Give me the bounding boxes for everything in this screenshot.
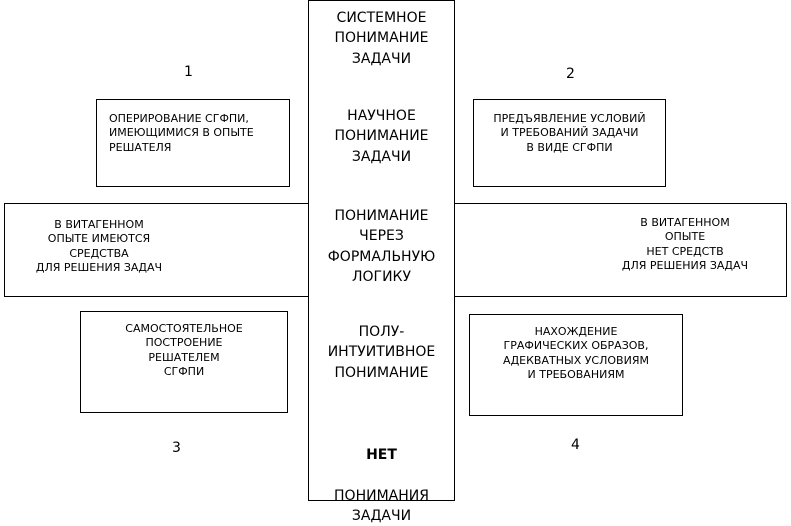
vitagenic-no-means-label: В ВИТАГЕННОМ ОПЫТЕ НЕТ СРЕДСТВ ДЛЯ РЕШЕНИЯ ЗАДАЧ	[621, 216, 749, 272]
quadrant-2-text: ПРЕДЪЯВЛЕНИЕ УСЛОВИЙ И ТРЕБОВАНИЙ ЗАДАЧИ В ВИДЕ СГФПИ	[493, 112, 646, 154]
scientific-understanding-label: НАУЧНОЕ ПОНИМАНИЕ ЗАДАЧИ	[334, 108, 429, 165]
no-understanding-rest: ПОНИМАНИЯ ЗАДАЧИ	[334, 487, 429, 525]
quadrant-1-box	[96, 99, 290, 187]
quadrant-number-1: 1	[184, 64, 193, 80]
systemic-understanding-label: СИСТЕМНОЕ ПОНИМАНИЕ ЗАДАЧИ	[334, 10, 429, 67]
quadrant-3-text: САМОСТОЯТЕЛЬНОЕ ПОСТРОЕНИЕ РЕШАТЕЛЕМ СГФПИ	[125, 322, 243, 378]
quadrant-number-3: 3	[172, 440, 181, 456]
vitagenic-has-means-label: В ВИТАГЕННОМ ОПЫТЕ ИМЕЮТСЯ СРЕДСТВА ДЛЯ РЕШЕНИЯ ЗАДАЧ	[35, 218, 163, 274]
quadrant-1-text: ОПЕРИРОВАНИЕ СГФПИ, ИМЕЮЩИМИСЯ В ОПЫТЕ РЕШАТЕЛЯ	[109, 112, 254, 154]
quadrant-4-text: НАХОЖДЕНИЕ ГРАФИЧЕСКИХ ОБРАЗОВ, АДЕКВАТНЫХ УСЛОВИЯМ И ТРЕБОВАНИЯМ	[503, 325, 649, 381]
semi-intuitive-understanding-label: ПОЛУ- ИНТУИТИВНОЕ ПОНИМАНИЕ	[327, 324, 436, 381]
quadrant-number-2: 2	[566, 66, 575, 82]
formal-logic-understanding-label: ПОНИМАНИЕ ЧЕРЕЗ ФОРМАЛЬНУЮ ЛОГИКУ	[327, 208, 436, 285]
quadrant-number-4: 4	[571, 437, 580, 453]
no-understanding-bold: НЕТ	[366, 447, 397, 464]
quadrant-4-box	[469, 314, 683, 416]
no-understanding-label	[308, 425, 455, 526]
quadrant-2-box	[473, 99, 666, 187]
quadrant-3-box	[80, 311, 288, 413]
